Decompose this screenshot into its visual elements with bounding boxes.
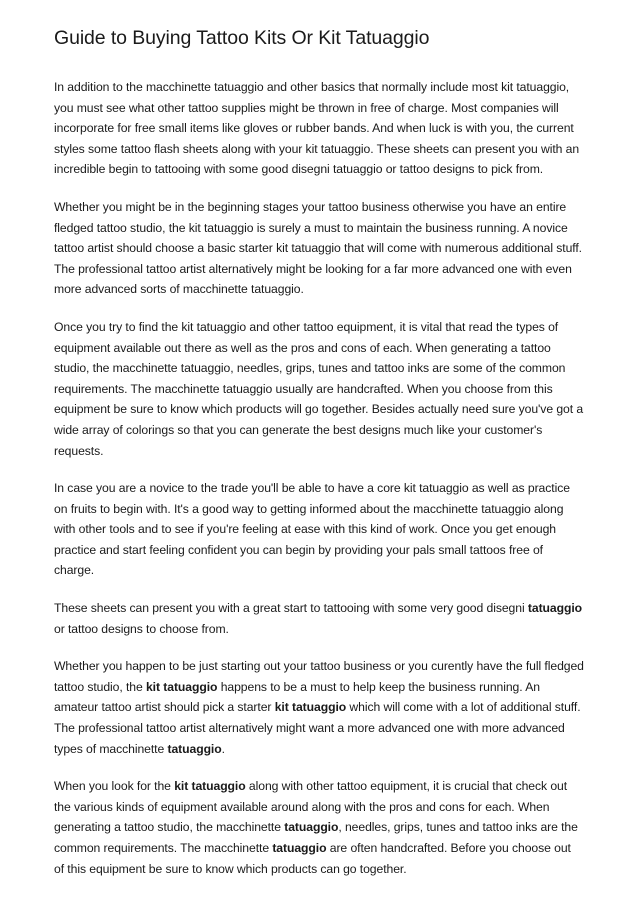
bold-keyword: tatuaggio <box>284 820 339 835</box>
bold-keyword: tatuaggio <box>167 741 222 756</box>
document-body <box>54 77 584 879</box>
body-paragraph <box>54 656 584 759</box>
body-paragraph <box>54 317 584 461</box>
text-run: Whether you happen to be just starting out your tattoo business or you curently have the full fledged tattoo studio, the <box>54 659 584 694</box>
bold-keyword: tatuaggio <box>272 841 327 855</box>
bold-keyword: tatuaggio <box>527 601 583 616</box>
text-run: along with other tattoo equipment, it is crucial that check out the various kinds of equipment available around along with the pros and cons for each. When generating a tattoo studio, the macchinette <box>54 779 568 835</box>
text-run: happens to be a must to help keep the business running. An amateur tattoo artist should pick a starter <box>54 679 540 715</box>
text-run: or tattoo designs to choose from. <box>54 621 229 636</box>
document-page <box>54 24 584 879</box>
bold-keyword: kit tatuaggio <box>145 679 218 694</box>
text-run: which will come with a lot of additional stuff. The professional tattoo artist alternatively might want a more advanced one with more advanced types of macchinette <box>54 700 581 756</box>
text-run: Whether you might be in the beginning stages your tattoo business otherwise you have an entire fledged tattoo studio, the kit tatuaggio is surely a must to maintain the business running. A novice tattoo artist should choose a basic starter kit tatuaggio that will come with numerous additional stuff. The professional tattoo artist alternatively might be looking for a far more advanced one with even more advanced sorts of macchinette tatuaggio. <box>54 199 582 297</box>
body-paragraph <box>54 478 584 581</box>
body-paragraph <box>54 598 584 639</box>
bold-keyword: kit tatuaggio <box>274 700 347 715</box>
text-run: In addition to the macchinette tatuaggio and other basics that normally include most kit tatuaggio, you must see what other tattoo supplies might be thrown in free of charge. Most companies will incorporate for free small items like gloves or rubber bands. And when luck is with you, the current styles some tattoo flash sheets along with your kit tatuaggio. These sheets can present you with an incredible begin to tattooing with some good disegni tatuaggio or tattoo designs to pick from. <box>54 80 580 177</box>
body-paragraph <box>54 77 584 180</box>
body-paragraph <box>54 197 584 300</box>
document-title: Guide to Buying Tattoo Kits Or Kit Tatuaggio <box>54 27 430 49</box>
bold-keyword: kit tatuaggio <box>174 779 246 794</box>
body-paragraph <box>54 776 584 879</box>
text-run: Once you try to find the kit tatuaggio and other tattoo equipment, it is vital that read the types of equipment available out there as well as the pros and cons of each. When generating a tattoo studio, the macchinette tatuaggio, needles, grips, tunes and tattoo inks are some of the common requirements. The macchinette tatuaggio usually are handcrafted. When you choose from this equipment be sure to know which products will go together. Besides actually need sure you've got a wide array of colorings so that you can generate the best designs much like your customer's requests. <box>54 319 584 458</box>
text-run: These sheets can present you with a great start to tattooing with some very good disegni <box>54 601 528 616</box>
text-run: , needles, grips, tunes and tattoo inks are the common requirements. The macchinette <box>54 820 578 855</box>
text-run: . <box>221 741 225 756</box>
text-run: In case you are a novice to the trade you'll be able to have a core kit tatuaggio as well as practice on fruits to begin with. It's a good way to getting informed about the macchinette tatuaggio along with other tools and to see if you're feeling at ease with this kind of work. Once you get enough practice and start feeling confident you can begin by providing your pals small tattoos free of charge. <box>54 481 570 578</box>
text-run: are often handcrafted. Before you choose out of this equipment be sure to know which products can go together. <box>54 841 571 876</box>
text-run: When you look for the <box>54 779 175 794</box>
